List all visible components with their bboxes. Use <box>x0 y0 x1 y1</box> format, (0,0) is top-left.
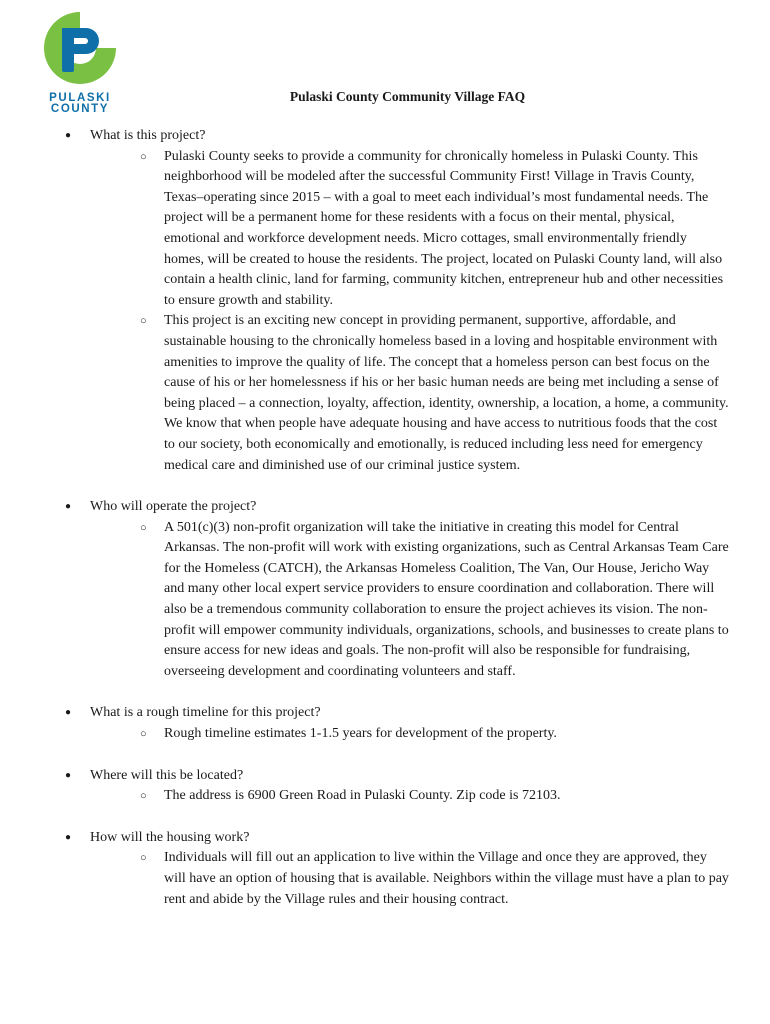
faq-question: ● Who will operate the project? <box>90 499 257 515</box>
logo-line-1: PULASKI <box>49 92 111 104</box>
faq-item <box>62 126 730 476</box>
faq-question: ● What is this project? <box>90 128 206 143</box>
logo-letter: P <box>80 56 81 57</box>
faq-question: ● How will the housing work? <box>90 829 250 845</box>
faq-list <box>62 126 730 910</box>
logo-line-2: COUNTY <box>50 103 110 115</box>
faq-item <box>62 497 730 682</box>
faq-answer: ○ Pulaski County seeks to provide a community for chronically homeless in Pulaski County. This neighborhood will be modeled after the successful Community First! Village in Travis County, Texas–operating since 2015 – with a goal to meet each individual’s most fundamental needs. The project will be a permanent home for these residents with a focus on their mental, physical, emotional and workforce development needs. Micro cottages, small environmentally friendly homes, will be created to house the residents. The project, located on Pulaski County land, will also contain a health clinic, land for farming, community kitchen, entrepreneur hub and other necessities to ensure growth and stability. <box>90 147 730 312</box>
faq-answer: ○ A 501(c)(3) non-profit organization will take the initiative in creating this model for Central Arkansas. The non-profit will work with existing organizations, such as Central Arkansas Team Care for the Homeless (CATCH), the Arkansas Homeless Coalition, The Van, Our House, Jericho Way and many other local expert service providers to ensure coordination and collaboration. There will also be a tremendous community collaboration to ensure the project achieves its vision. The non-profit will empower community individuals, organizations, schools, and businesses to create plans to ensure access for new ideas and goals. The non-profit will also be responsible for fundraising, overseeing development and coordinating volunteers and staff. <box>90 518 730 683</box>
faq-answer: ○ Rough timeline estimates 1-1.5 years for development of the property. <box>90 724 730 745</box>
faq-item <box>62 703 730 744</box>
faq-item <box>62 766 730 807</box>
logo-mark-icon <box>40 8 120 88</box>
page-title: Pulaski County Community Village FAQ <box>289 89 526 104</box>
faq-answer: ○ Individuals will fill out an application to live within the Village and once they are approved, they will have an option of housing that is available. Neighbors within the village must have a plan to pay rent and abide by the Village rules and their housing contract. <box>90 848 730 910</box>
faq-item <box>62 828 730 910</box>
faq-answer: ○ The address is 6900 Green Road in Pulaski County. Zip code is 72103. <box>90 786 730 807</box>
faq-question: ● What is a rough timeline for this project? <box>90 705 321 721</box>
faq-question: ● Where will this be located? <box>90 767 244 783</box>
faq-answer: ○ This project is an exciting new concept in providing permanent, supportive, affordable, and sustainable housing to the chronically homeless based in a loving and hospitable environment with amenities to improve the quality of life. The concept that a homeless person can best focus on the cause of his or her homelessness if his or her basic human needs are being met including a sense of being placed – a connection, loyalty, affection, identity, ownership, a location, a home, a community. We know that when people have adequate housing and have access to nutritious foods that the cost to our society, both economically and emotionally, is reduced including less need for emergency medical care and diminished use of our criminal justice system. <box>90 311 730 476</box>
